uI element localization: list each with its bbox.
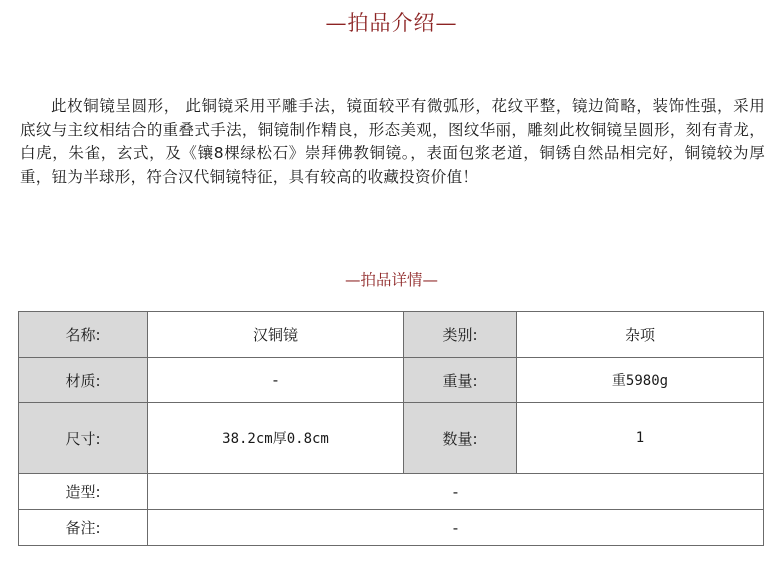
details-table (18, 311, 764, 546)
shape-label: 造型: (19, 474, 148, 510)
table-row (19, 312, 764, 358)
weight-value: 重5980g (517, 358, 764, 403)
name-value: 汉铜镜 (148, 312, 404, 358)
name-label: 名称: (19, 312, 148, 358)
intro-description: 此枚铜镜呈圆形， 此铜镜采用平雕手法，镜面较平有微弧形，花纹平整，镜边简略，装饰性强，采用底纹与主纹相结合的重叠式手法，铜镜制作精良，形态美观，图纹华丽，雕刻此枚铜镜呈圆形，刻有青龙，白虎，朱雀，玄式，及《镶8棵绿松石》崇拜佛教铜镜。，表面包浆老道，铜锈自然品相完好，铜镜较为厚重，钮为半球形，符合汉代铜镜特征，具有较高的收藏投资价值！ (20, 97, 765, 186)
size-value: 38.2cm厚0.8cm (148, 403, 404, 474)
details-heading: —拍品详情— (344, 271, 438, 289)
shape-value: - (148, 474, 764, 510)
size-label: 尺寸: (19, 403, 148, 474)
table-row (19, 510, 764, 546)
weight-label: 重量: (404, 358, 517, 403)
intro-heading: —拍品介绍— (325, 11, 458, 35)
notes-value: - (148, 510, 764, 546)
quantity-label: 数量: (404, 403, 517, 474)
notes-label: 备注: (19, 510, 148, 546)
category-value: 杂项 (517, 312, 764, 358)
table-row (19, 403, 764, 474)
quantity-value: 1 (517, 403, 764, 474)
category-label: 类别: (404, 312, 517, 358)
table-row (19, 474, 764, 510)
material-value: - (148, 358, 404, 403)
table-row (19, 358, 764, 403)
material-label: 材质: (19, 358, 148, 403)
